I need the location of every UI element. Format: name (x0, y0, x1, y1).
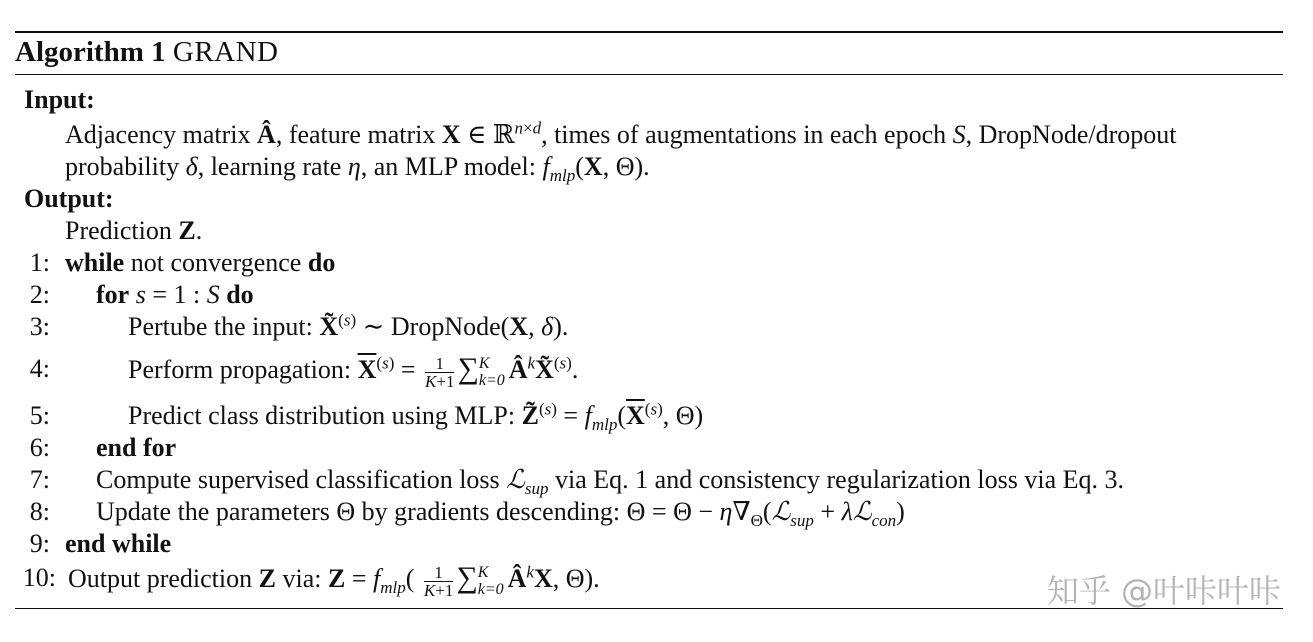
output-heading: Output: (24, 184, 114, 213)
watermark: 知乎 @叶咔叶咔 (1046, 572, 1281, 610)
algorithm-label: Algorithm 1 (15, 36, 166, 68)
algorithm-name: GRAND (172, 36, 279, 68)
math-a-hat: Â (257, 120, 276, 149)
header-rule (15, 74, 1283, 75)
algorithm-title (15, 33, 279, 71)
input-heading: Input: (24, 85, 95, 114)
